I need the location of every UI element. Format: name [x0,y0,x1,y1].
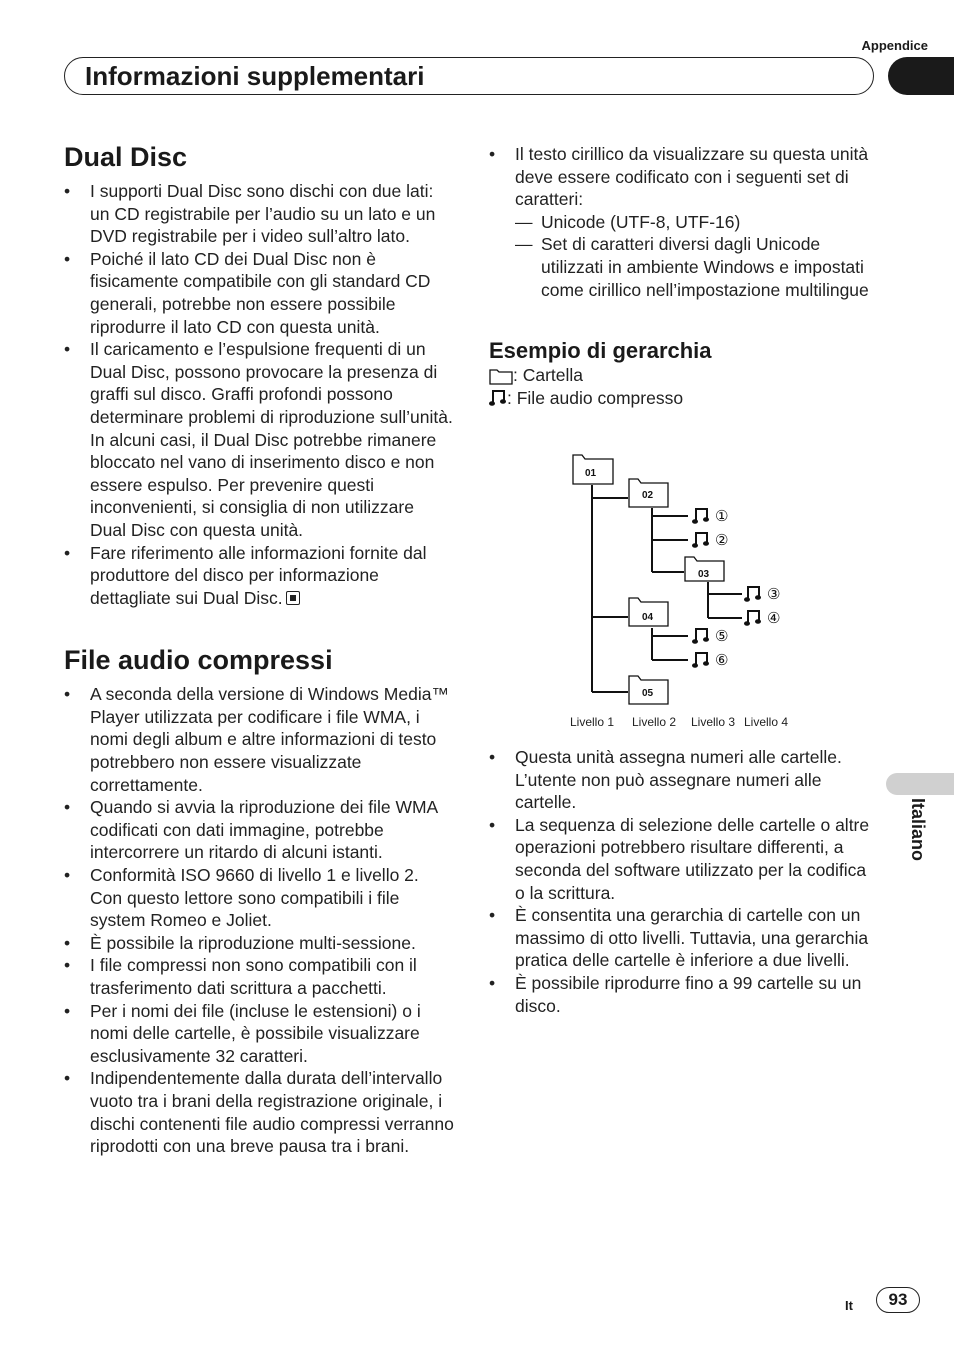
hierarchy-list [489,746,874,1017]
file-number: ⑤ [715,627,729,645]
footer-language-code: It [845,1298,853,1313]
cyrillic-list [489,143,874,301]
list-item: • È consentita una gerarchia di cartelle con un massimo di otto livelli. Tuttavia, una gerarchia pratica delle cartelle è inferiore a due livelli. [489,904,874,972]
end-mark-icon [286,591,300,605]
list-item: • È possibile la riproduzione multi-sessione. [64,932,454,955]
left-column [64,140,454,1158]
hierarchy-heading: Esempio di gerarchia [489,338,712,364]
dual-disc-heading: Dual Disc [64,142,188,172]
level-label: Livello 4 [744,715,789,729]
music-note-icon [489,388,507,408]
file-number: ② [715,531,729,549]
compressed-files-list [64,683,454,1157]
page-number: 93 [876,1287,920,1313]
dash: — [515,211,533,232]
cyrillic-subitem [489,211,874,234]
hierarchy-notes [489,746,874,1017]
list-item: • Questa unità assegna numeri alle cartelle. L’utente non può assegnare numeri alle cartelle. [489,746,874,814]
list-item: • A seconda della versione di Windows Media™ Player utilizzata per codificare i file WMA, i nomi degli album e altre informazioni di testo potrebbero non essere visualizzate correttamente. [64,683,454,796]
list-item: • La sequenza di selezione delle cartelle o altre operazioni potrebbero risultare differenti, a seconda del software utilizzato per la codifica o la scrittura. [489,814,874,904]
language-tab [886,773,954,795]
list-item: • Quando si avvia la riproduzione dei file WMA codificati con dati immagine, potrebbe intercorrere un ritardo di alcuni istanti. [64,796,454,864]
compressed-files-heading: File audio compressi [64,645,333,676]
subitem-text: Unicode (UTF-8, UTF-16) [541,211,741,232]
list-item [64,542,454,610]
section-header [64,57,874,95]
file-number: ④ [767,609,781,627]
language-label: Italiano [908,798,928,862]
legend-folder [489,364,874,387]
folder-hierarchy-diagram [560,450,820,740]
dual-disc-list [64,180,454,609]
list-item: • Indipendentemente dalla durata dell’intervallo vuoto tra i brani della registrazione originale, i dischi contenenti file audio compressi verranno riprodotti con una breve pausa tra i brani. [64,1067,454,1157]
subitem-text: Set di caratteri diversi dagli Unicode utilizzati in ambiente Windows e impostati come cirillico nell’impostazione multilingue [541,234,869,300]
folder-label: 04 [642,612,654,623]
folder-label: 03 [698,569,710,580]
right-column [489,143,874,409]
file-number: ⑥ [715,651,729,669]
list-item [489,143,874,301]
list-item: • Per i nomi dei file (incluse le estensioni) o i nomi delle cartelle, è possibile visualizzare esclusivamente 32 caratteri. [64,1000,454,1068]
appendix-label: Appendice [861,38,928,53]
folder-label: 01 [585,468,597,479]
level-label: Livello 1 [570,715,615,729]
legend-folder-text: : Cartella [513,365,584,386]
cyrillic-subitem [489,233,874,301]
dash: — [515,234,533,255]
list-item: • Conformità ISO 9660 di livello 1 e livello 2. Con questo lettore sono compatibili i file system Romeo e Joliet. [64,864,454,932]
level-label: Livello 2 [632,715,677,729]
list-item: • I supporti Dual Disc sono dischi con due lati: un CD registrabile per l’audio su un lato e un DVD registrabile per i video sull’altro lato. [64,180,454,248]
file-number: ③ [767,585,781,603]
list-item: • Poiché il lato CD dei Dual Disc non è fisicamente compatibile con gli standard CD generali, potrebbe non essere possibile riprodurre il lato CD con questa unità. [64,248,454,338]
legend-file-text: : File audio compresso [507,387,684,408]
folder-icon [489,367,513,385]
list-item-text: Fare riferimento alle informazioni fornite dal produttore del disco per informazione dettagliate sui Dual Disc. [90,542,427,608]
folder-label: 05 [642,688,654,699]
cyrillic-text: Il testo cirillico da visualizzare su questa unità deve essere codificato con i seguenti set di caratteri: [515,144,869,210]
level-label: Livello 3 [691,715,736,729]
page-title: Informazioni supplementari [85,61,425,91]
folder-label: 02 [642,490,654,501]
file-number: ① [715,507,729,525]
legend-file [489,387,874,410]
header-tab [888,57,954,95]
list-item: • È possibile riprodurre fino a 99 cartelle su un disco. [489,972,874,1017]
list-item: • I file compressi non sono compatibili con il trasferimento dati scrittura a pacchetti. [64,954,454,999]
list-item: • Il caricamento e l’espulsione frequenti di un Dual Disc, possono provocare la presenza di graffi sul disco. Graffi profondi possono determinare problemi di riproduzione sull’unità. In alcuni casi, il Dual Disc potrebbe rimanere bloccato nel vano di inserimento disco e non essere espulso. Per prevenire questi inconvenienti, si consiglia di non utilizzare Dual Disc con questa unità. [64,338,454,541]
